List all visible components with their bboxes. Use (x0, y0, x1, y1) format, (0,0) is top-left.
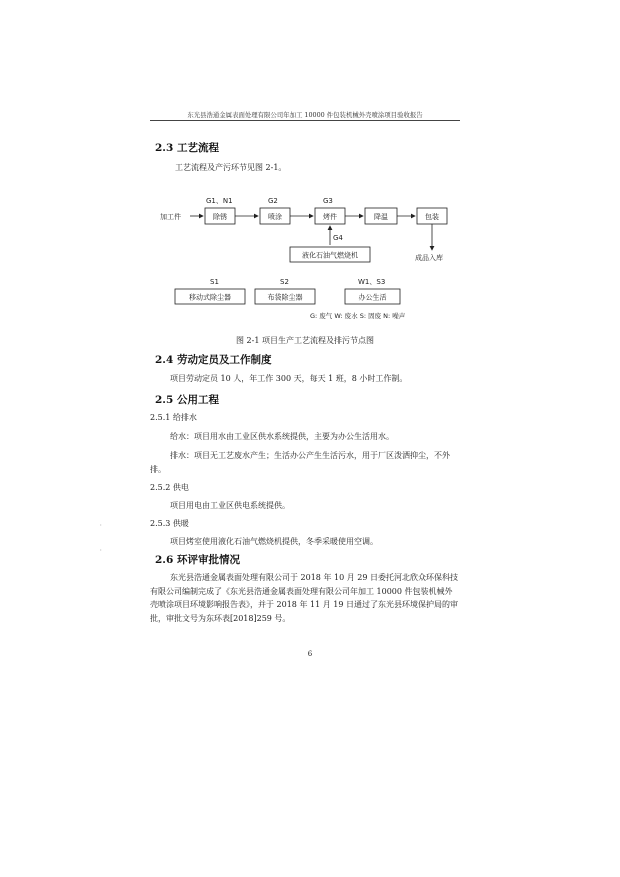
section-number: 2.5 (155, 394, 174, 406)
section-2-6-text: 东光县浩通金属表面处理有限公司于 2018 年 10 月 29 日委托河北欣众环保科技有限公司编制完成了《东光县浩通金属表面处理有限公司年加工 10000 件包装机械外壳喷涂项目环境影响报告表》，并于 2018 年 11 月 19 日通过了东光县环境保护局的审批，审批文号为东环表[2018]259 号。 (150, 573, 458, 623)
section-title: 工艺流程 (177, 142, 219, 154)
section-number: 2.6 (155, 554, 174, 566)
flow-tag-g1n1: G1、N1 (206, 197, 233, 205)
subsection-2-5-2-heading: 2.5.2 供电 (150, 483, 189, 492)
flow-step-label: 除锈 (213, 213, 227, 221)
water-drain-text: 排水：项目无工艺废水产生；生活办公产生生活污水，用于厂区泼洒抑尘，不外排。 (150, 451, 450, 474)
flow-step-label: 包装 (425, 213, 439, 221)
section-2-5-heading (155, 392, 219, 407)
flow-step-label: 烤件 (323, 213, 337, 221)
section-number: 2.3 (155, 142, 174, 154)
equipment-tag: S1 (210, 278, 219, 286)
page-number: 6 (307, 650, 313, 658)
scan-margin-mark: : (100, 547, 102, 553)
flow-burner-label: 液化石油气燃烧机 (302, 251, 358, 260)
section-title: 劳动定员及工作制度 (177, 354, 272, 366)
section-2-3-heading (155, 140, 219, 155)
section-title: 环评审批情况 (177, 554, 240, 566)
heating-text: 项目烤室使用液化石油气燃烧机提供，冬季采暖使用空调。 (170, 537, 378, 546)
subsection-2-5-3-heading: 2.5.3 供暖 (150, 519, 189, 528)
section-title: 公用工程 (177, 394, 219, 406)
equipment-tag: S2 (280, 278, 289, 286)
section-2-4-text: 项目劳动定员 10 人，年工作 300 天，每天 1 班，8 小时工作制。 (170, 374, 408, 383)
equipment-label: 布袋除尘器 (267, 293, 303, 302)
equipment-label: 办公生活 (358, 293, 387, 302)
flow-output-label: 成品入库 (415, 254, 443, 262)
process-flowchart (150, 190, 460, 320)
equipment-label: 移动式除尘器 (189, 293, 231, 302)
section-2-4-heading (155, 352, 272, 367)
water-supply-text: 给水：项目用水由工业区供水系统提供，主要为办公生活用水。 (170, 432, 394, 441)
section-2-6-heading (155, 552, 240, 567)
running-header: 东光县浩通金属表面处理有限公司年加工 10000 件包装机械外壳喷涂项目验收报告 (187, 111, 423, 119)
flow-legend: G: 废气 W: 废水 S: 固废 N: 噪声 (310, 312, 406, 320)
flow-tag-g4: G4 (333, 234, 343, 242)
section-2-3-intro: 工艺流程及产污环节见图 2-1。 (175, 163, 287, 172)
flow-input-label: 加工件 (160, 213, 181, 221)
figure-caption: 图 2-1 项目生产工艺流程及排污节点图 (236, 336, 374, 345)
subsection-2-5-1-heading: 2.5.1 给排水 (150, 413, 197, 422)
flow-step-label: 降温 (374, 213, 388, 221)
equipment-tag: W1、S3 (358, 278, 386, 286)
flow-step-label: 喷涂 (268, 213, 282, 221)
power-text: 项目用电由工业区供电系统提供。 (170, 501, 290, 510)
flow-tag-g3: G3 (323, 197, 333, 205)
scan-margin-mark: : (100, 522, 102, 528)
header-rule (150, 120, 460, 121)
section-number: 2.4 (155, 354, 174, 366)
flow-tag-g2: G2 (268, 197, 278, 205)
